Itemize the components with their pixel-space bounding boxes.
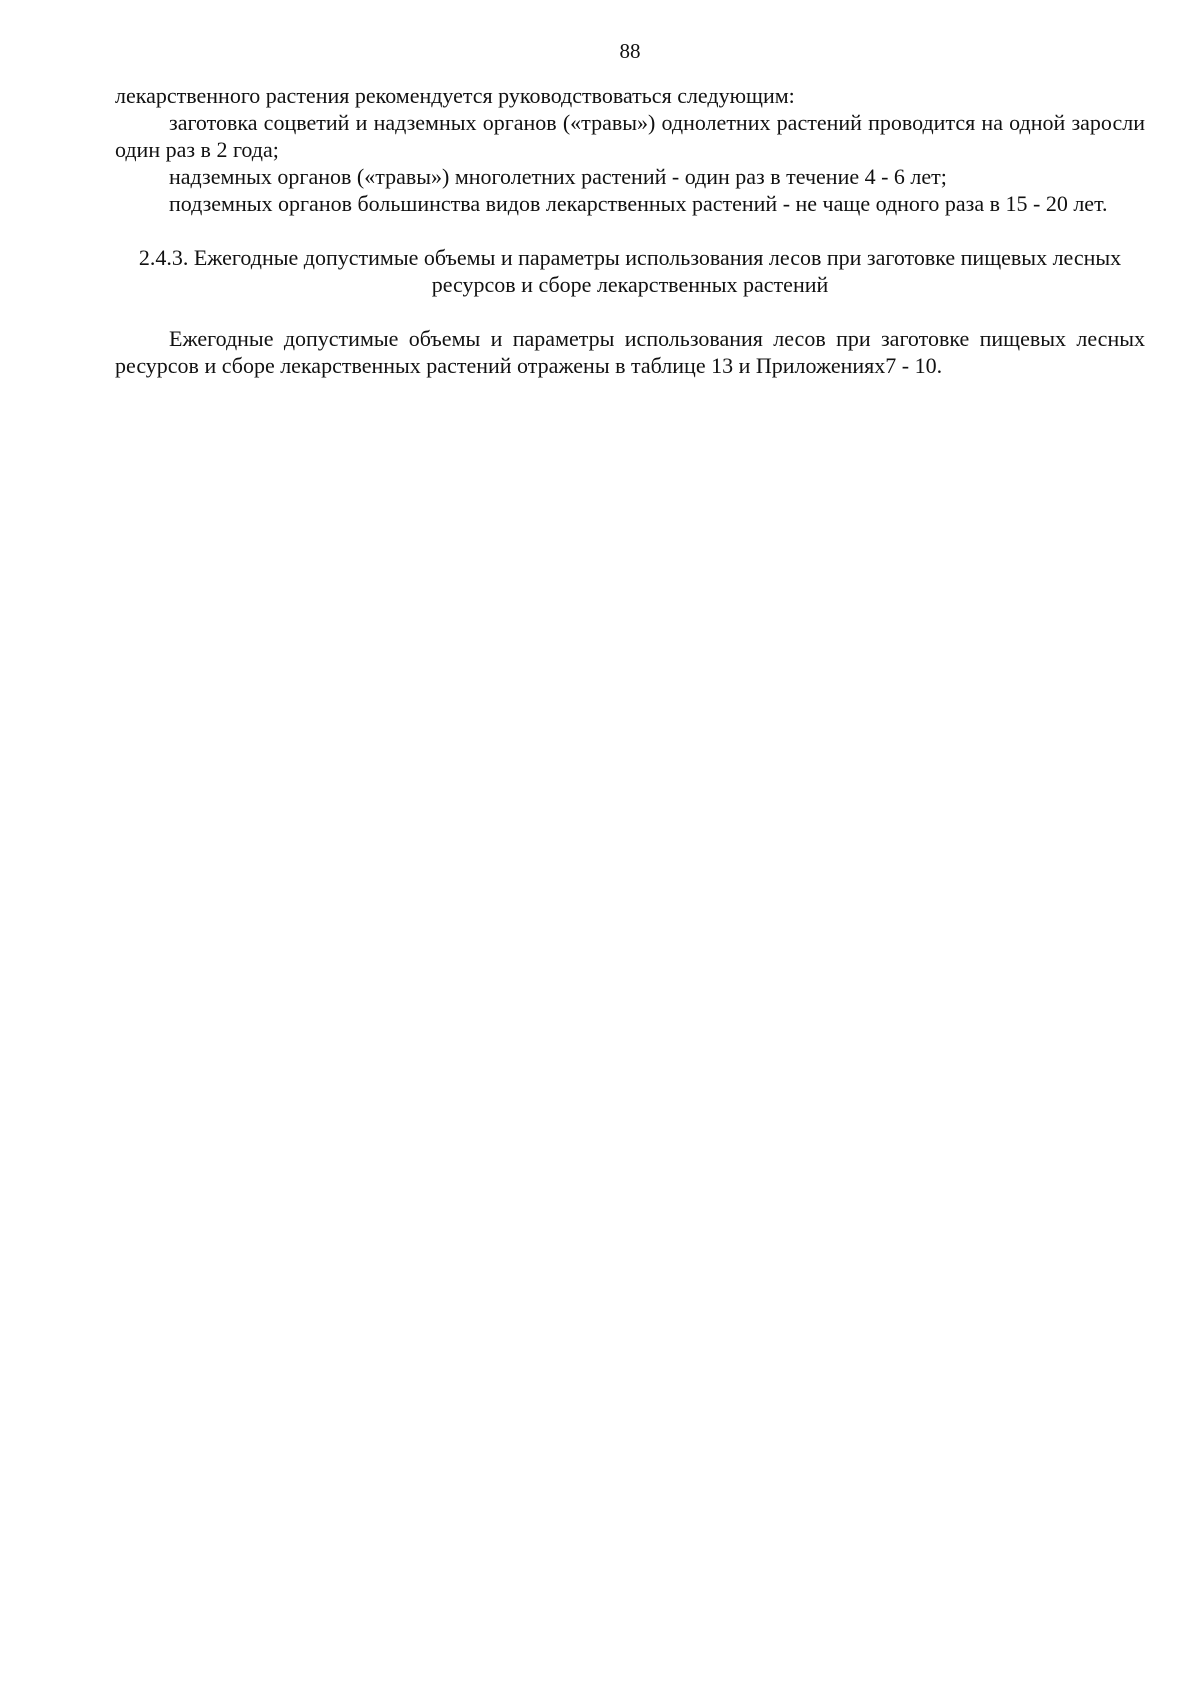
- paragraph-perennial-plants: надземных органов («травы») многолетних растений - один раз в течение 4 - 6 лет;: [169, 164, 947, 189]
- section-heading: 2.4.3. Ежегодные допустимые объемы и параметры использования лесов при заготовке пищевых лесных ресурсов и сборе лекарственных растений: [138, 245, 1122, 297]
- document-body: [115, 82, 1145, 379]
- spacer: [115, 298, 1145, 325]
- paragraph-annual-plants: заготовка соцветий и надземных органов («травы») однолетних растений проводится на одной заросли один раз в 2 года;: [115, 110, 1145, 162]
- paragraph-underground-organs: подземных органов большинства видов лекарственных растений - не чаще одного раза в 15 - 20 лет.: [169, 191, 1108, 216]
- section-paragraph: Ежегодные допустимые объемы и параметры использования лесов при заготовке пищевых лесных ресурсов и сборе лекарственных растений отражены в таблице 13 и Приложениях7 - 10.: [115, 326, 1145, 378]
- spacer: [115, 217, 1145, 244]
- page-number: 88: [619, 39, 641, 63]
- paragraph-intro: лекарственного растения рекомендуется руководствоваться следующим:: [115, 83, 795, 108]
